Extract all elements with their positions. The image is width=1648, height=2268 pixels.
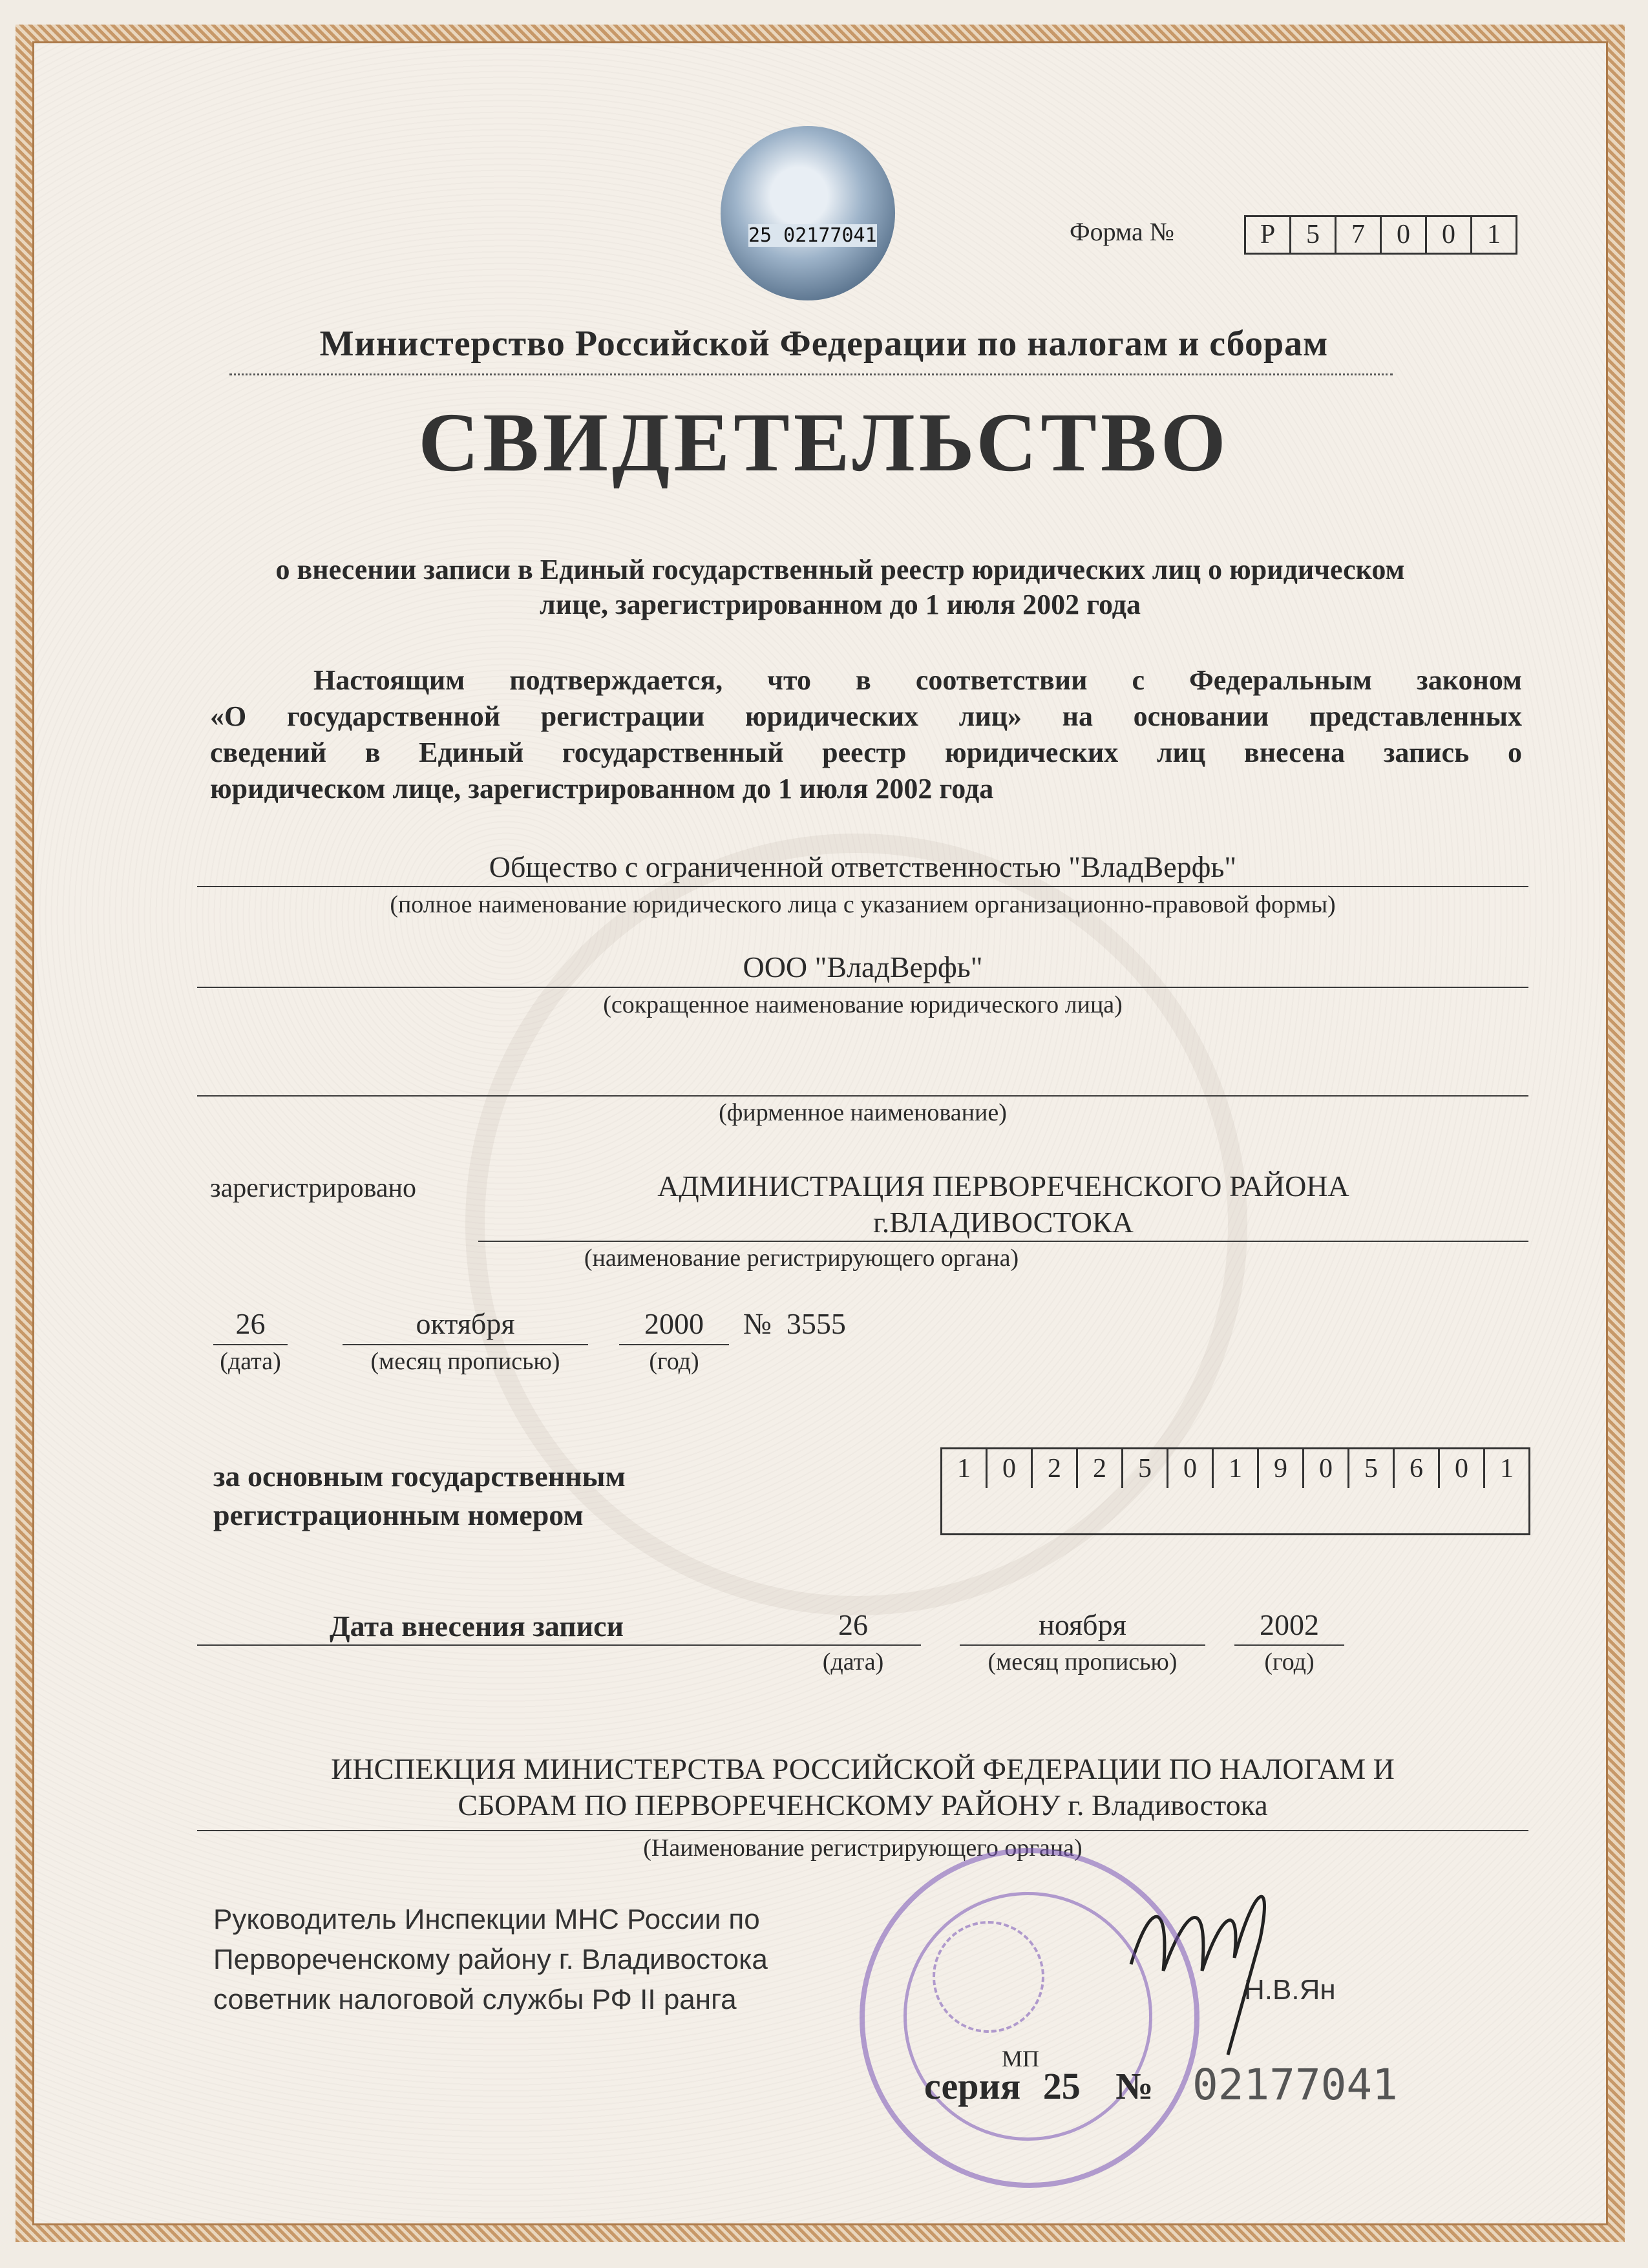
form-code-cell: 1	[1470, 217, 1516, 253]
form-code-cell: 5	[1289, 217, 1335, 253]
registering-organ-line: АДМИНИСТРАЦИЯ ПЕРВОРЕЧЕНСКОГО РАЙОНА	[657, 1170, 1349, 1202]
reg-day-line	[213, 1344, 288, 1345]
short-name-caption: (сокращенное наименование юридического лица)	[603, 991, 1123, 1018]
ogrn-label	[213, 1457, 626, 1535]
inspection-name-line: ИНСПЕКЦИЯ МИНИСТЕРСТВА РОССИЙСКОЙ ФЕДЕРАЦИИ ПО НАЛОГАМ И	[331, 1752, 1395, 1785]
registering-organ-line: г.ВЛАДИВОСТОКА	[873, 1206, 1134, 1239]
head-title-line: советник налоговой службы РФ II ранга	[213, 1984, 737, 2015]
reg-day-caption: (дата)	[220, 1348, 281, 1375]
ministry-underline	[229, 373, 1393, 375]
document-title: СВИДЕТЕЛЬСТВО	[418, 396, 1230, 489]
reg-year-line	[619, 1344, 729, 1345]
ogrn-digit-cell: 1	[1212, 1449, 1257, 1488]
form-code-cell: 0	[1380, 217, 1425, 253]
inspection-line	[197, 1830, 1528, 1831]
ogrn-digit-cell: 0	[1167, 1449, 1212, 1488]
series-number-label: №	[1115, 2065, 1154, 2107]
form-code-cell: 0	[1425, 217, 1470, 253]
series-number: 02177041	[1192, 2060, 1398, 2110]
entry-month-line	[960, 1644, 1205, 1646]
series-block	[924, 2064, 1154, 2108]
form-label: Форма №	[1070, 217, 1174, 246]
ogrn-digit-cell: 0	[1438, 1449, 1483, 1488]
firm-name-line	[197, 1095, 1528, 1097]
hologram-number: 25 02177041	[748, 224, 877, 247]
registering-organ-caption: (наименование регистрирующего органа)	[584, 1244, 1019, 1272]
reg-month: октября	[416, 1307, 515, 1340]
form-code-cell: 7	[1335, 217, 1380, 253]
stamp-emblem	[933, 1921, 1044, 2033]
entry-day-line	[197, 1644, 921, 1646]
series-value: 25	[1042, 2065, 1081, 2107]
inspection-caption: (Наименование регистрирующего органа)	[643, 1834, 1083, 1862]
short-name-line	[197, 987, 1528, 988]
head-title-line: Первореченскому району г. Владивостока	[213, 1944, 768, 1975]
body-line: юридическом лице, зарегистрированном до 1 июля 2002 года	[210, 773, 994, 804]
series-label: серия	[924, 2065, 1021, 2107]
body-line: Настоящим подтверждается, что в соответствии с Федеральным законом	[313, 664, 1522, 696]
entry-year-line	[1234, 1644, 1344, 1646]
reg-year: 2000	[644, 1307, 704, 1340]
head-name: Н.В.Ян	[1244, 1974, 1336, 2006]
full-name-value: Общество с ограниченной ответственностью "ВладВерфь"	[489, 850, 1237, 883]
ogrn-digit-cell: 6	[1393, 1449, 1438, 1488]
form-code	[1244, 215, 1517, 255]
reg-number: № 3555	[743, 1307, 846, 1340]
form-code-cell: Р	[1260, 220, 1276, 249]
ogrn-digit-cell: 2	[1031, 1449, 1076, 1488]
head-title	[213, 1900, 768, 2020]
subtitle-line: лице, зарегистрированном до 1 июля 2002 года	[540, 589, 1141, 620]
ogrn-digit-cell: 5	[1121, 1449, 1167, 1488]
ogrn-digits	[940, 1447, 1530, 1535]
reg-day: 26	[235, 1307, 266, 1340]
reg-month-caption: (месяц прописью)	[370, 1348, 560, 1375]
document-subtitle	[162, 552, 1519, 622]
entry-month: ноября	[1039, 1608, 1126, 1641]
firm-name-caption: (фирменное наименование)	[719, 1099, 1007, 1126]
body-line: «О государственной регистрации юридических лиц» на основании представленных	[210, 700, 1522, 732]
reg-year-caption: (год)	[649, 1348, 699, 1375]
inspection-name-line: СБОРАМ ПО ПЕРВОРЕЧЕНСКОМУ РАЙОНУ г. Владивостока	[458, 1789, 1268, 1822]
short-name-value: ООО "ВладВерфь"	[743, 950, 983, 983]
ogrn-digit-cell: 5	[1347, 1449, 1393, 1488]
entry-date-label: Дата внесения записи	[330, 1610, 624, 1643]
entry-day-caption: (дата)	[822, 1648, 884, 1675]
registering-organ	[478, 1168, 1528, 1241]
entry-day: 26	[838, 1608, 868, 1641]
subtitle-line: о внесении записи в Единый государственный реестр юридических лиц о юридическом	[275, 554, 1405, 585]
ministry-name: Министерство Российской Федерации по налогам и сборам	[319, 324, 1329, 364]
entry-month-caption: (месяц прописью)	[988, 1648, 1178, 1675]
head-title-line: Руководитель Инспекции МНС России по	[213, 1904, 760, 1935]
hologram-seal	[721, 126, 895, 300]
entry-year-caption: (год)	[1264, 1648, 1315, 1675]
ogrn-digit-cell: 2	[1076, 1449, 1121, 1488]
full-name-caption: (полное наименование юридического лица с указанием организационно-правовой формы)	[390, 891, 1336, 918]
entry-year: 2002	[1260, 1608, 1319, 1641]
official-stamp	[860, 1848, 1199, 2188]
body-line: сведений в Единый государственный реестр юридических лиц внесена запись о	[210, 737, 1522, 768]
inspection-name	[197, 1751, 1528, 1823]
ogrn-digit-cell: 1	[1483, 1449, 1528, 1488]
ogrn-digit-cell: 1	[957, 1454, 971, 1484]
mp-label: МП	[1002, 2046, 1040, 2072]
ogrn-label-line: регистрационным номером	[213, 1498, 584, 1531]
ogrn-digit-cell: 0	[1302, 1449, 1347, 1488]
reg-month-line	[343, 1344, 588, 1345]
certificate-body	[210, 662, 1522, 807]
ogrn-label-line: за основным государственным	[213, 1460, 626, 1493]
ogrn-digit-cell: 9	[1257, 1449, 1302, 1488]
registering-organ-line-rule	[478, 1241, 1528, 1242]
full-name-line	[197, 886, 1528, 887]
registered-label: зарегистрировано	[210, 1173, 416, 1203]
ogrn-digit-cell: 0	[986, 1449, 1031, 1488]
